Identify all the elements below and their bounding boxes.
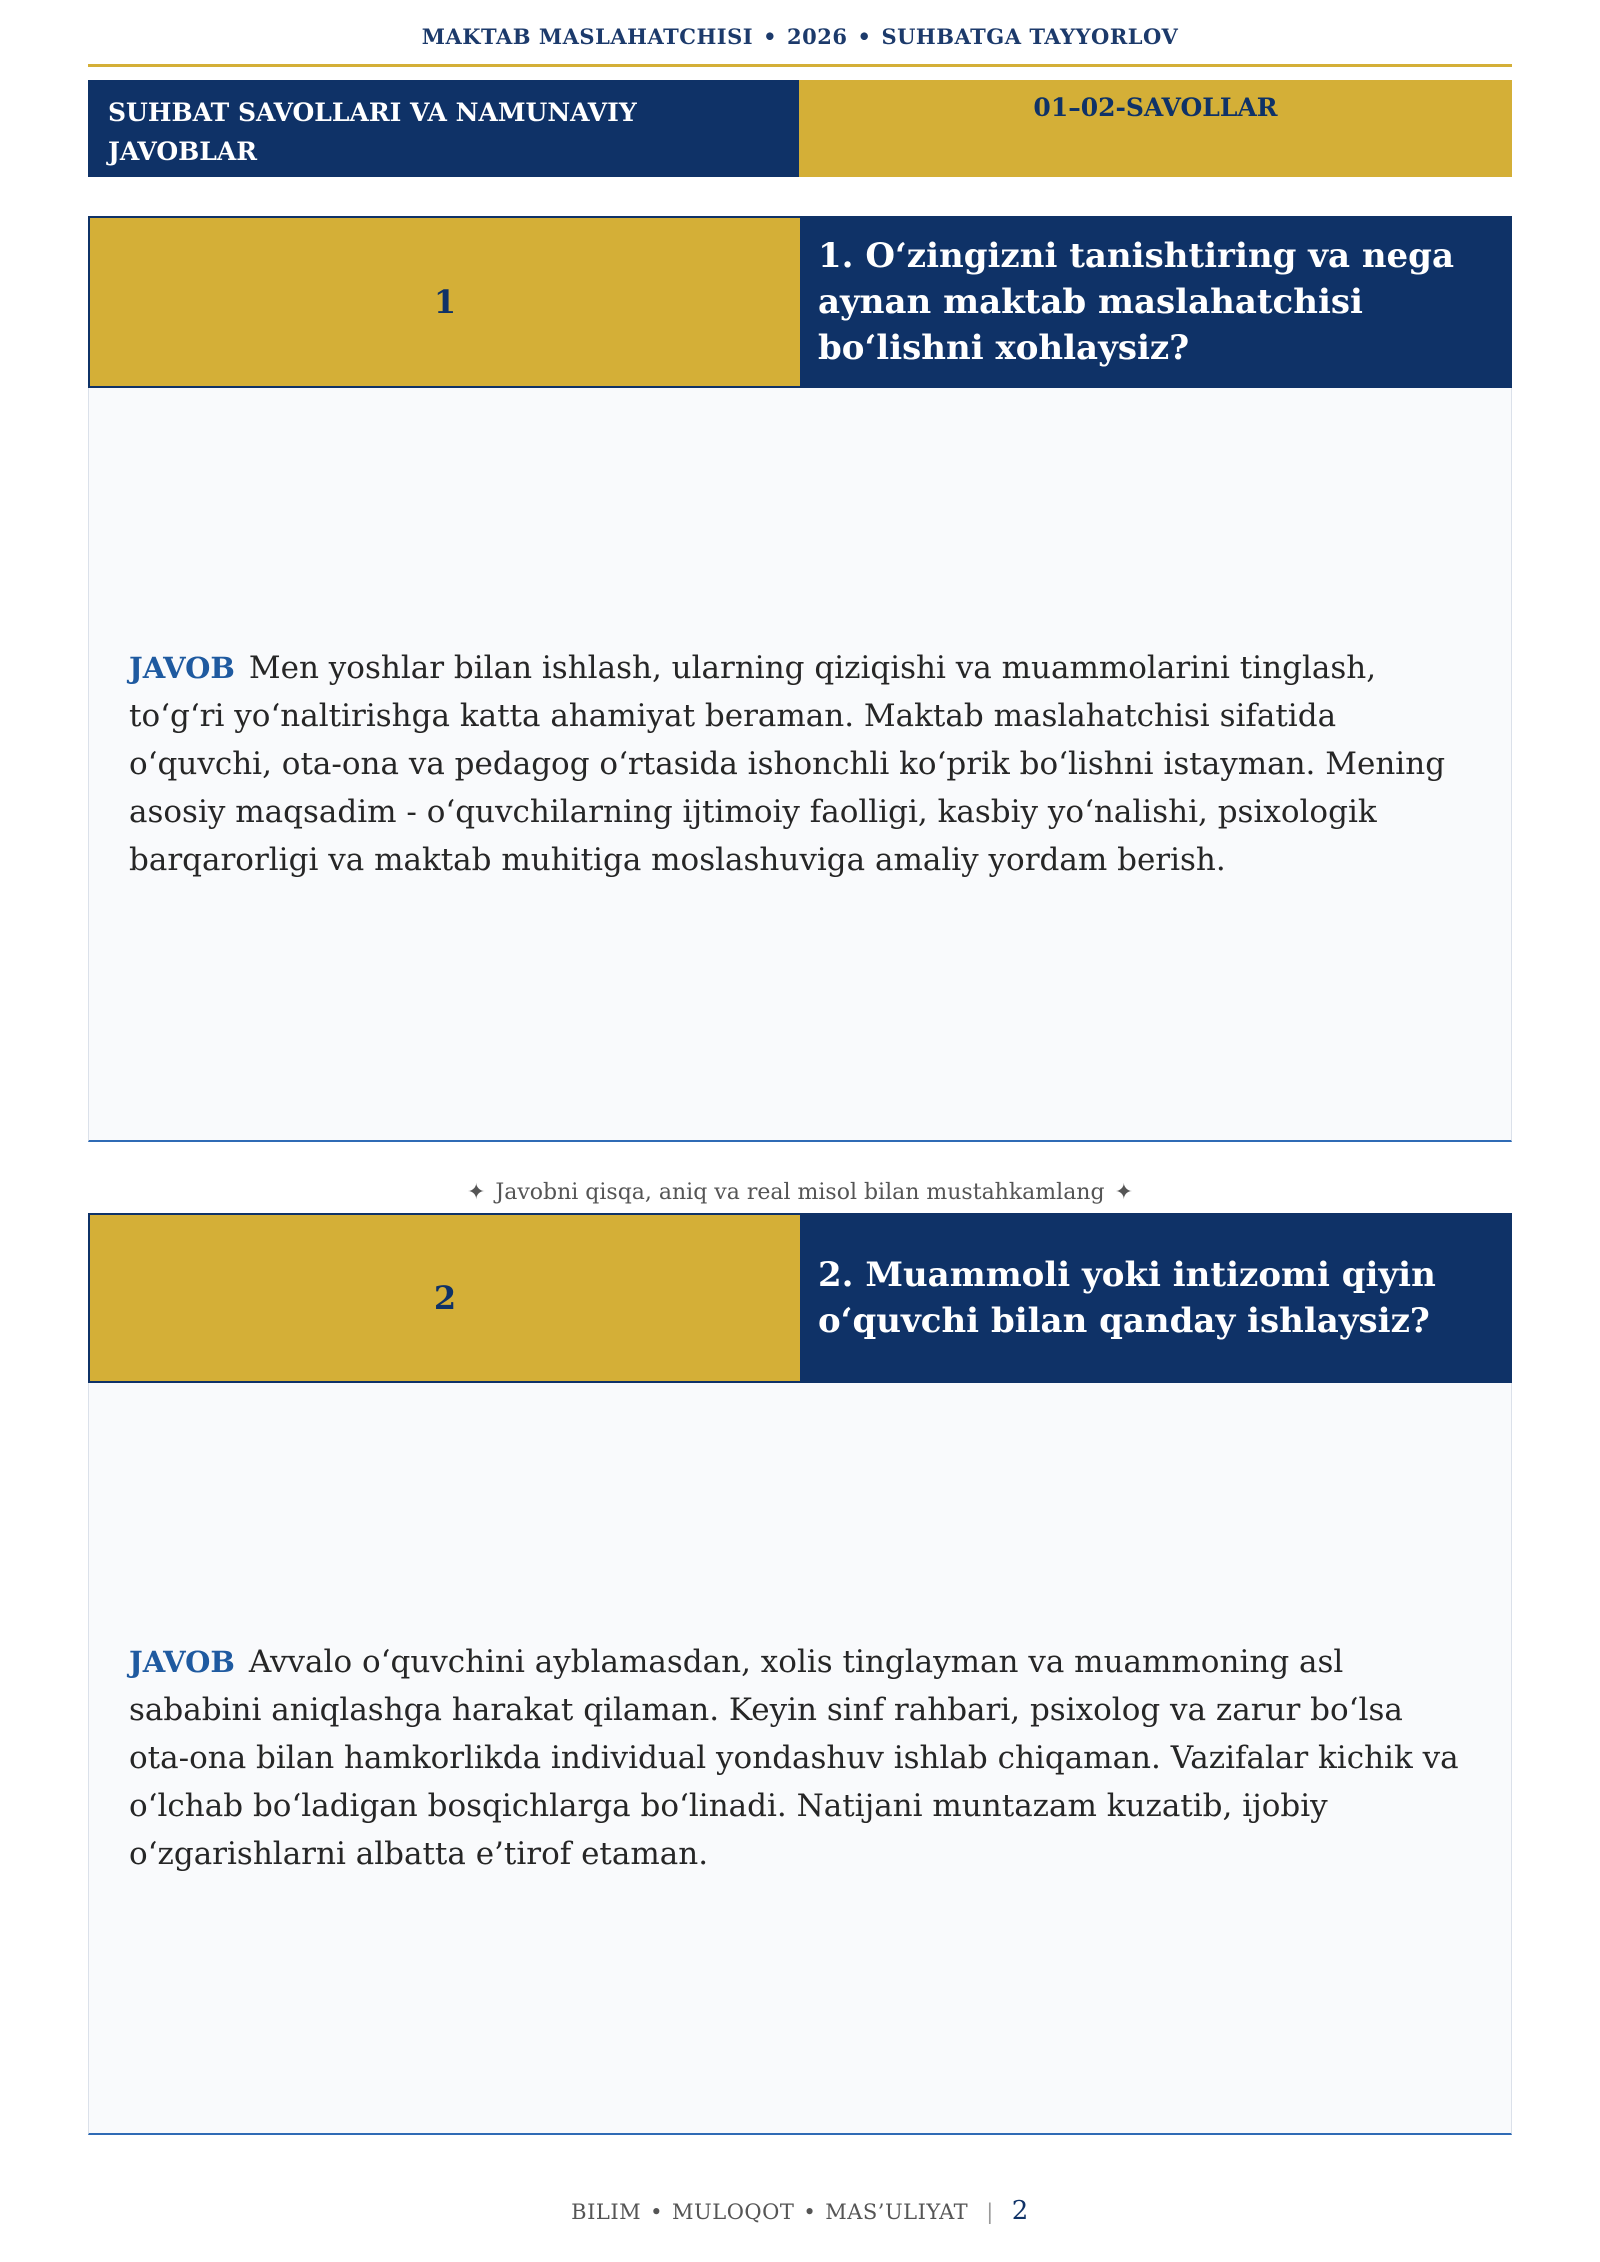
footer-word: BILIM (571, 2200, 642, 2224)
footer-divider: | (986, 2200, 994, 2224)
header-separator: • (857, 24, 872, 49)
header-title: MAKTAB MASLAHATCHISI (421, 24, 754, 49)
header-separator: • (763, 24, 778, 49)
answer-label: JAVOB (129, 651, 235, 685)
question-title: 2. Muammoli yoki intizomi qiyin o‘quvchi bilan qanday ishlaysiz? (800, 1215, 1510, 1381)
sparkle-icon: ✦ (1114, 1180, 1134, 1205)
question-number: 1 (90, 218, 800, 386)
question-header-1 (88, 216, 1512, 388)
footer-separator: • (650, 2200, 664, 2224)
answer-text: Men yoshlar bilan ishlash, ularning qiziqishi va muammolarini tinglash, to‘g‘ri yo‘naltirishga katta ahamiyat beraman. Maktab maslahatchisi sifatida o‘quvchi, ota-ona va pedagog o‘rtasida ishonchli ko‘prik bo‘lishni istayman. Mening asosiy maqsadim - o‘quvchilarning ijtimoiy faolligi, kasbiy yo‘nalishi, psixologik barqarorligi va maktab muhitiga moslashuviga amaliy yordam berish. (129, 650, 1446, 878)
answer-body (129, 1638, 1471, 1878)
page-footer (0, 2196, 1600, 2226)
banner-title: SUHBAT SAVOLLARI VA NAMUNAVIY JAVOBLAR (88, 80, 799, 177)
question-title: 1. O‘zingizni tanishtiring va nega aynan maktab maslahatchisi bo‘lishni xohlaysiz? (800, 218, 1510, 386)
header-subtitle: SUHBATGA TAYYORLOV (881, 24, 1179, 49)
footer-separator: • (803, 2200, 817, 2224)
sparkle-icon: ✦ (466, 1180, 486, 1205)
header-year: 2026 (787, 24, 848, 49)
answer-card-2 (88, 1383, 1512, 2135)
answer-card-1 (88, 388, 1512, 1142)
section-banner (88, 80, 1512, 177)
tip-text: Javobni qisqa, aniq va real misol bilan mustahkamlang (495, 1180, 1105, 1205)
tip-line (0, 1180, 1600, 1205)
answer-label: JAVOB (129, 1645, 235, 1679)
running-header (0, 24, 1600, 49)
page-number: 2 (1011, 2196, 1029, 2226)
header-divider (88, 64, 1512, 67)
question-number: 2 (90, 1215, 800, 1381)
answer-text: Avvalo o‘quvchini ayblamasdan, xolis tinglayman va muammoning asl sababini aniqlashga harakat qilaman. Keyin sinf rahbari, psixolog va zarur bo‘lsa ota-ona bilan hamkorlikda individual yondashuv ishlab chiqaman. Vazifalar kichik va o‘lchab bo‘ladigan bosqichlarga bo‘linadi. Natijani muntazam kuzatib, ijobiy o‘zgarishlarni albatta e’tirof etaman. (129, 1644, 1459, 1872)
question-header-2 (88, 1213, 1512, 1383)
banner-range: 01–02-SAVOLLAR (799, 80, 1512, 177)
answer-body (129, 644, 1471, 884)
footer-word: MULOQOT (672, 2200, 795, 2224)
footer-word: MAS’ULIYAT (825, 2200, 969, 2224)
